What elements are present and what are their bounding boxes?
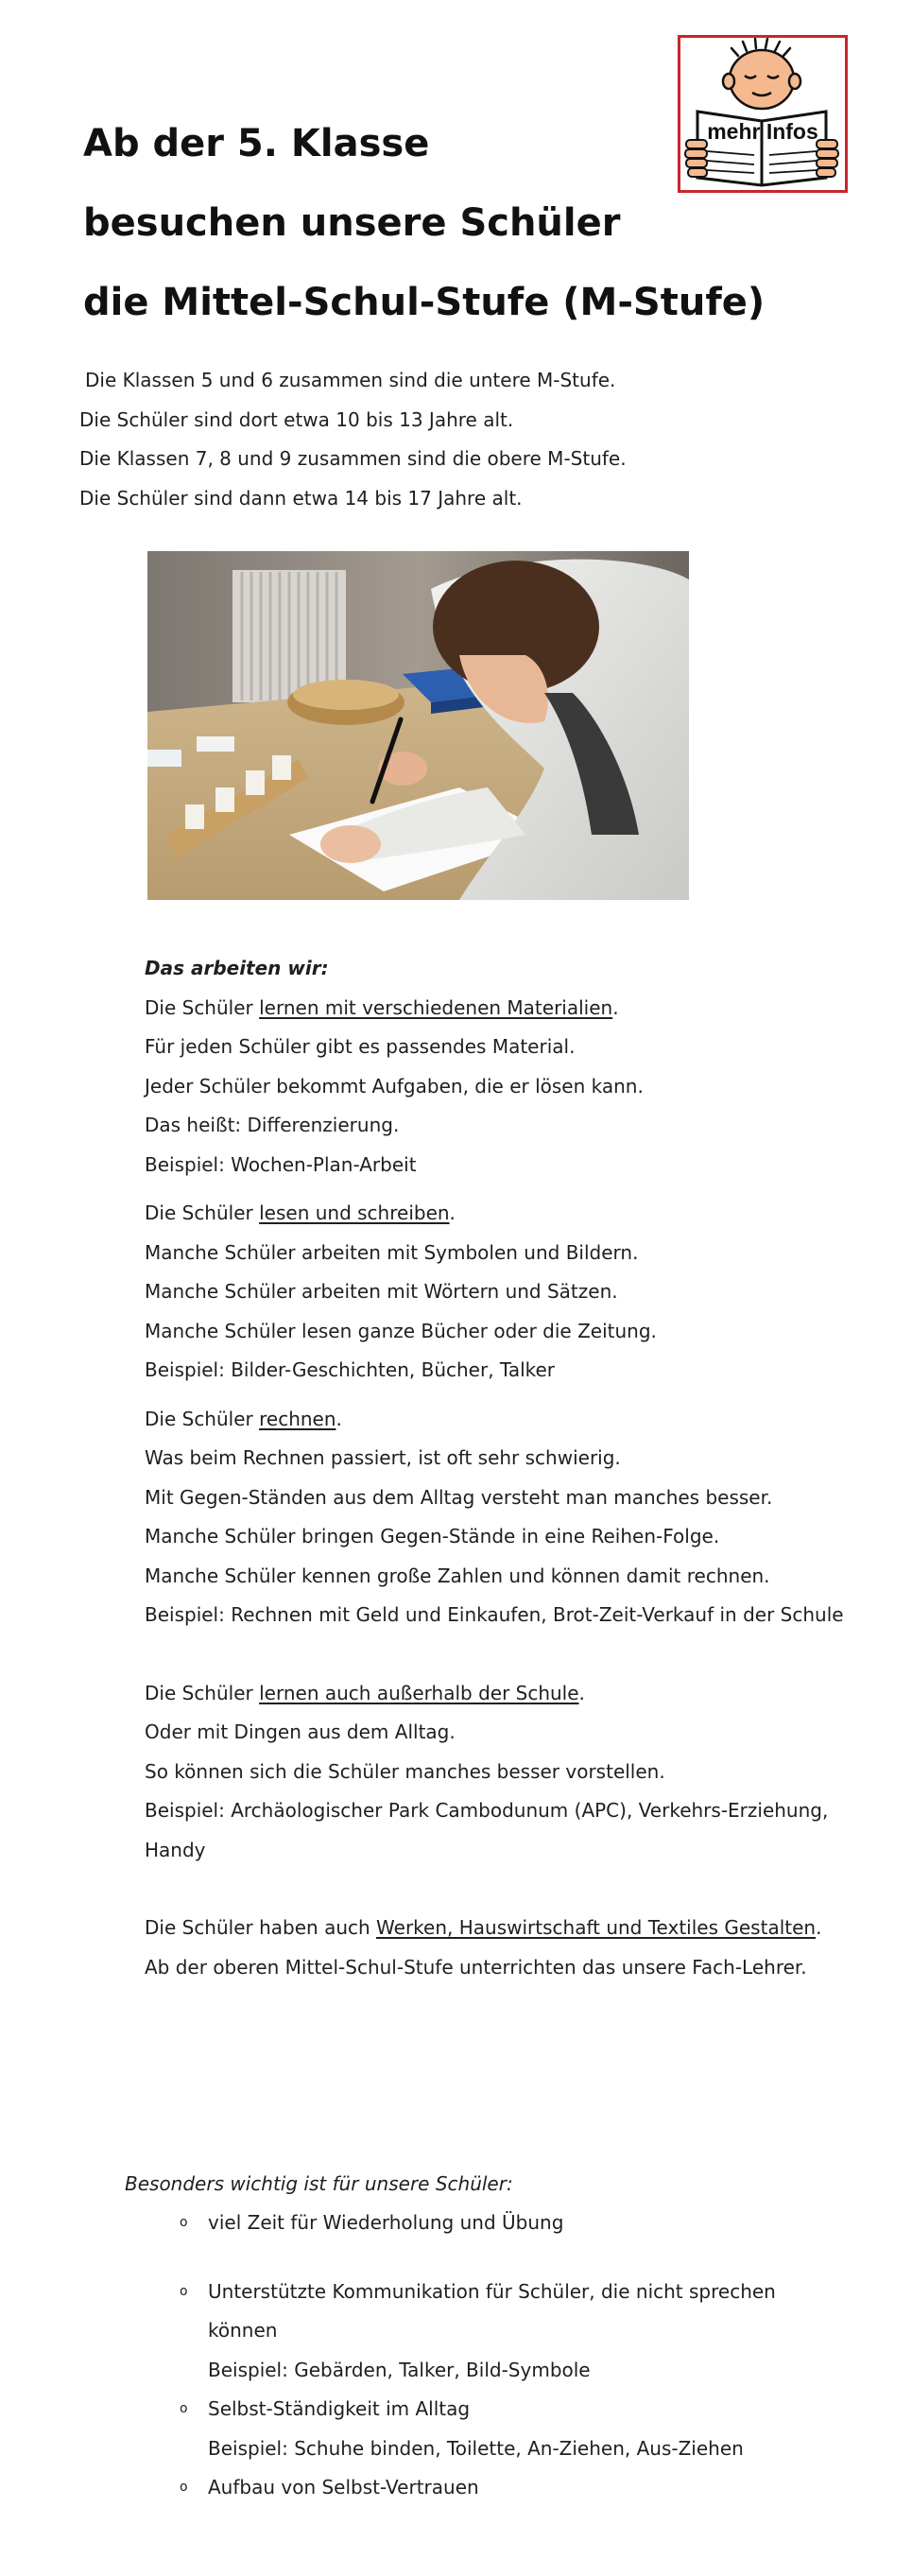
title-line-3: die Mittel-Schul-Stufe (M-Stufe) [83,281,766,324]
list-item [180,2468,841,2508]
logo-label: mehr Infos [707,119,818,144]
section-line: Für jeden Schüler gibt es passendes Material. [145,1035,576,1058]
intro-suffix: . [612,995,619,1019]
student-writing-photo [147,551,689,900]
section-line: Jeder Schüler bekommt Aufgaben, die er lösen kann. [145,1074,644,1098]
section-line: Manche Schüler arbeiten mit Symbolen und Bildern. [145,1240,639,1264]
list-item-text: Selbst-Ständigkeit im Alltag [208,2397,471,2420]
bullet-mark: o [180,2283,188,2299]
section-line: Manche Schüler lesen ganze Bücher oder die Zeitung. [145,1319,657,1342]
section-line: Das heißt: Differenzierung. [145,1114,400,1136]
intro-suffix: . [578,1681,585,1704]
section-intro [145,1674,863,1714]
section-line: Beispiel: Wochen-Plan-Arbeit [145,1152,417,1176]
page-title [83,104,765,342]
title-line-2: besuchen unsere Schüler [83,201,621,245]
list-item [180,2390,841,2468]
list-item [180,2273,841,2391]
section-intro [145,1194,863,1234]
section-intro [145,1909,863,1948]
intro-suffix: . [449,1202,456,1224]
title-line-1: Ab der 5. Klasse [83,122,430,165]
intro-line: Die Schüler sind dann etwa 14 bis 17 Jahre alt. [79,486,523,510]
list-item-example: Beispiel: Gebärden, Talker, Bild-Symbole [208,2358,591,2381]
list-item-example: Beispiel: Schuhe binden, Toilette, An-Ziehen, Aus-Ziehen [208,2436,744,2460]
section-line: Oder mit Dingen aus dem Alltag. [145,1720,456,1743]
materials-section [145,989,863,1185]
materials-topic: lernen mit verschiedenen Materialien [259,995,613,1019]
intro-paragraph [79,361,627,518]
section-line: So können sich die Schüler manches besser vorstellen. [145,1759,665,1783]
bullet-mark: o [180,2401,188,2416]
list-item [180,2204,841,2243]
intro-prefix: Die Schüler [145,1681,260,1704]
math-topic: rechnen [259,1407,336,1430]
intro-prefix: Die Schüler [145,1202,260,1224]
important-heading: Besonders wichtig ist für unsere Schüler: [125,2172,513,2195]
crafts-topic: Werken, Hauswirtschaft und Textiles Gestalten [376,1916,817,1939]
section-line: Was beim Rechnen passiert, ist oft sehr schwierig. [145,1446,621,1469]
section-line: Mit Gegen-Ständen aus dem Alltag versteht man manches besser. [145,1485,773,1509]
intro-line: Die Klassen 7, 8 und 9 zusammen sind die obere M-Stufe. [79,447,627,470]
section-line: Ab der oberen Mittel-Schul-Stufe unterrichten das unsere Fach-Lehrer. [145,1955,807,1979]
reading-topic: lesen und schreiben [259,1202,450,1224]
crafts-section [145,1909,863,1987]
section-line: Manche Schüler kennen große Zahlen und können damit rechnen. [145,1564,770,1587]
section-intro [145,1400,863,1440]
outside-topic: lernen auch außerhalb der Schule [259,1681,579,1704]
intro-prefix: Die Schüler [145,1407,260,1430]
section-heading: Das arbeiten wir: [145,957,329,979]
list-item-text: Aufbau von Selbst-Vertrauen [208,2476,479,2498]
outside-section [145,1674,863,1871]
intro-suffix: . [816,1916,822,1939]
section-line: Manche Schüler bringen Gegen-Stände in eine Reihen-Folge. [145,1525,720,1547]
intro-line: Die Klassen 5 und 6 zusammen sind die untere M-Stufe. [85,369,616,391]
photo-illustration [147,551,689,900]
section-line: Manche Schüler arbeiten mit Wörtern und Sätzen. [145,1280,618,1303]
section-intro [145,989,863,1029]
list-item-text: viel Zeit für Wiederholung und Übung [208,2211,564,2234]
intro-prefix: Die Schüler [145,995,260,1019]
intro-suffix: . [336,1407,342,1430]
intro-prefix: Die Schüler haben auch [145,1916,377,1939]
bullet-mark: o [180,2215,188,2230]
main-content [145,949,863,1997]
section-line: Beispiel: Archäologischer Park Cambodunum (APC), Verkehrs-Erziehung, Handy [145,1799,829,1861]
reading-section [145,1194,863,1391]
list-item-text: Unterstützte Kommunikation für Schüler, die nicht sprechen können [208,2279,776,2342]
math-section [145,1400,863,1635]
section-line: Beispiel: Rechnen mit Geld und Einkaufen, Brot-Zeit-Verkauf in der Schule [145,1603,844,1626]
bullet-mark: o [180,2480,188,2495]
important-list [180,2204,841,2508]
intro-line: Die Schüler sind dort etwa 10 bis 13 Jahre alt. [79,407,514,431]
section-line: Beispiel: Bilder-Geschichten, Bücher, Talker [145,1358,556,1381]
